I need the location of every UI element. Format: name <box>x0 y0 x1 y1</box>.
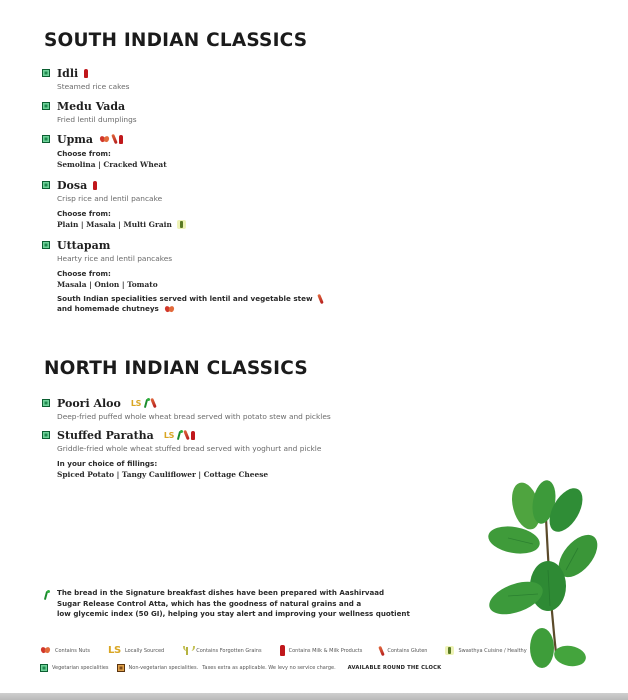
legend-label: Contains Milk & Milk Products <box>288 647 363 654</box>
choose-label: Choose from: <box>57 269 111 278</box>
veg-icon <box>42 181 50 189</box>
legend-label: Contains Forgotten Grains <box>196 647 262 654</box>
milk-icon <box>119 135 123 144</box>
gluten-icon <box>111 134 118 144</box>
milk-icon <box>93 181 97 190</box>
milk-icon <box>84 69 88 78</box>
item-description: Hearty rice and lentil pancakes <box>57 254 173 263</box>
choose-label: Choose from: <box>57 149 111 158</box>
item-name: Idli <box>57 66 79 80</box>
sugar-release-icon <box>177 430 182 440</box>
item-options: Plain | Masala | Multi Grain <box>57 220 172 229</box>
legend-row-icons <box>40 645 527 656</box>
item-name: Dosa <box>57 178 88 192</box>
nuts-icon <box>99 135 110 144</box>
menu-item-dosa <box>42 178 186 230</box>
footnote-line: Sugar Release Control Atta, which has the goodness of natural grains and a <box>57 598 362 608</box>
taxes-note: Taxes extra as applicable. We levy no service charge. <box>202 665 336 671</box>
footnote-line: The bread in the Signature breakfast dishes have been prepared with Aashirvaad <box>57 588 385 597</box>
menu-item-uttapam <box>42 238 322 314</box>
legend-row-notes <box>40 664 441 672</box>
section-note-line-1 <box>57 294 322 304</box>
nuts-icon <box>40 646 51 655</box>
milk-icon <box>191 431 195 440</box>
veg-icon <box>40 664 48 672</box>
veg-icon <box>42 102 50 110</box>
item-name: Poori Aloo <box>57 396 121 410</box>
item-options: Masala | Onion | Tomato <box>57 280 158 289</box>
legend-label: Swasthya Cuisine / Healthy <box>458 647 527 654</box>
locally-sourced-icon: LS <box>130 398 142 408</box>
item-description: Fried lentil dumplings <box>57 115 137 124</box>
item-options: Spiced Potato | Tangy Cauliflower | Cottage Cheese <box>57 470 269 479</box>
gluten-icon <box>317 294 324 304</box>
item-description: Deep-fried puffed whole wheat bread served with potato stew and pickles <box>57 412 331 421</box>
section-title-south-indian: SOUTH INDIAN CLASSICS <box>44 30 308 51</box>
item-options-row <box>57 219 186 230</box>
footnote <box>44 588 447 620</box>
note-text: South Indian specialities served with lentil and vegetable stew <box>57 294 313 303</box>
section-note-line-2 <box>57 304 322 314</box>
swasthya-icon <box>445 646 454 655</box>
menu-item-stuffed-paratha <box>42 428 321 480</box>
sugar-release-icon <box>44 590 49 600</box>
veg-icon <box>42 241 50 249</box>
gluten-icon <box>150 398 157 408</box>
swasthya-icon <box>177 220 186 229</box>
legend-label: Locally Sourced <box>124 647 165 654</box>
item-name: Uttapam <box>57 238 111 252</box>
item-description: Griddle-fried whole wheat stuffed bread served with yoghurt and pickle <box>57 444 322 453</box>
bottom-border <box>0 693 628 700</box>
gluten-icon <box>379 645 386 655</box>
locally-sourced-icon: LS <box>107 645 121 656</box>
legend-label: Contains Gluten <box>387 647 428 654</box>
availability-note: AVAILABLE ROUND THE CLOCK <box>347 665 442 671</box>
choose-label: Choose from: <box>57 209 111 218</box>
legend-label: Contains Nuts <box>55 647 90 654</box>
forgotten-grains-icon <box>182 646 192 655</box>
sugar-release-icon <box>144 398 149 408</box>
item-options: Semolina | Cracked Wheat <box>57 160 167 169</box>
menu-item-medu-vada <box>42 99 137 125</box>
locally-sourced-icon: LS <box>163 430 175 440</box>
legend-label: Vegetarian specialities <box>52 665 109 671</box>
nuts-icon <box>164 305 175 314</box>
menu-item-idli <box>42 66 130 92</box>
footnote-line: low glycemic index (50 GI), helping you stay alert and improving your wellness quotient <box>57 609 410 619</box>
item-name: Medu Vada <box>57 99 126 113</box>
veg-icon <box>42 431 50 439</box>
milk-icon <box>280 645 285 656</box>
choose-label: In your choice of fillings: <box>57 459 158 468</box>
veg-icon <box>42 69 50 77</box>
menu-item-poori-aloo <box>42 396 331 422</box>
item-description: Steamed rice cakes <box>57 82 130 91</box>
menu-item-upma <box>42 132 167 170</box>
item-description: Crisp rice and lentil pancake <box>57 194 163 203</box>
item-name: Stuffed Paratha <box>57 428 154 442</box>
item-name: Upma <box>57 132 94 146</box>
veg-icon <box>42 399 50 407</box>
legend-label: Non-vegetarian specialities. <box>128 665 199 671</box>
nonveg-icon <box>117 664 125 672</box>
gluten-icon <box>183 430 190 440</box>
section-title-north-indian: NORTH INDIAN CLASSICS <box>44 358 308 379</box>
veg-icon <box>42 135 50 143</box>
note-text: and homemade chutneys <box>57 304 159 313</box>
